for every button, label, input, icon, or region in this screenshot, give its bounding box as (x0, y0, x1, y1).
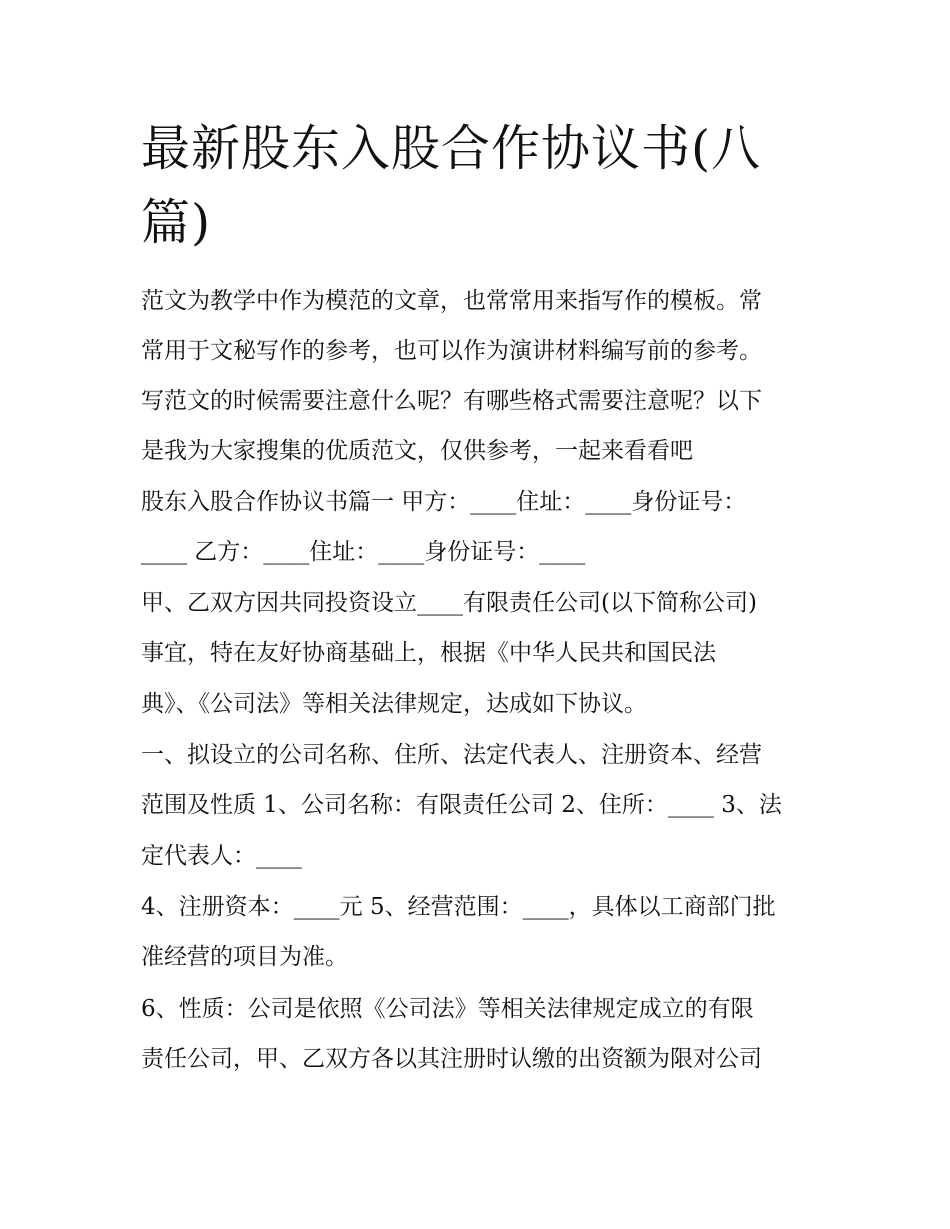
body-line: 范文为教学中作为模范的文章，也常常用来指写作的模板。常 (141, 288, 762, 314)
body-line: 甲、乙双方因共同投资设立____有限责任公司(以下简称公司) (141, 590, 757, 616)
body-line: 一、拟设立的公司名称、住所、法定代表人、注册资本、经营 (141, 742, 762, 768)
document-title (141, 112, 821, 260)
body-line: 写范文的时候需要注意什么呢？有哪些格式需要注意呢？以下 (141, 388, 762, 414)
body-line: 准经营的项目为准。 (141, 944, 348, 970)
body-line: ____ 乙方：____住址：____身份证号：____ (141, 539, 586, 565)
title-line-1: 最新股东入股合作协议书(八 (141, 120, 762, 177)
body-line: 典》、《公司法》等相关法律规定，达成如下协议。 (141, 691, 647, 717)
body-line: 股东入股合作协议书篇一 甲方：____住址：____身份证号： (141, 489, 747, 515)
body-line: 是我为大家搜集的优质范文，仅供参考，一起来看看吧 (141, 438, 693, 464)
body-line: 4、注册资本：____元 5、经营范围：____，具体以工商部门批 (141, 894, 776, 920)
body-line: 6、性质：公司是依照《公司法》等相关法律规定成立的有限 (141, 996, 754, 1022)
body-line: 范围及性质 1、公司名称：有限责任公司 2、住所：____ 3、法 (141, 792, 782, 818)
body-line: 定代表人：____ (141, 843, 302, 869)
body-line: 事宜，特在友好协商基础上，根据《中华人民共和国民法 (141, 640, 716, 666)
body-line: 责任公司，甲、乙双方各以其注册时认缴的出资额为限对公司 (141, 1046, 762, 1072)
title-line-2: 篇) (141, 194, 212, 251)
body-line: 常用于文秘写作的参考，也可以作为演讲材料编写前的参考。 (141, 338, 762, 364)
